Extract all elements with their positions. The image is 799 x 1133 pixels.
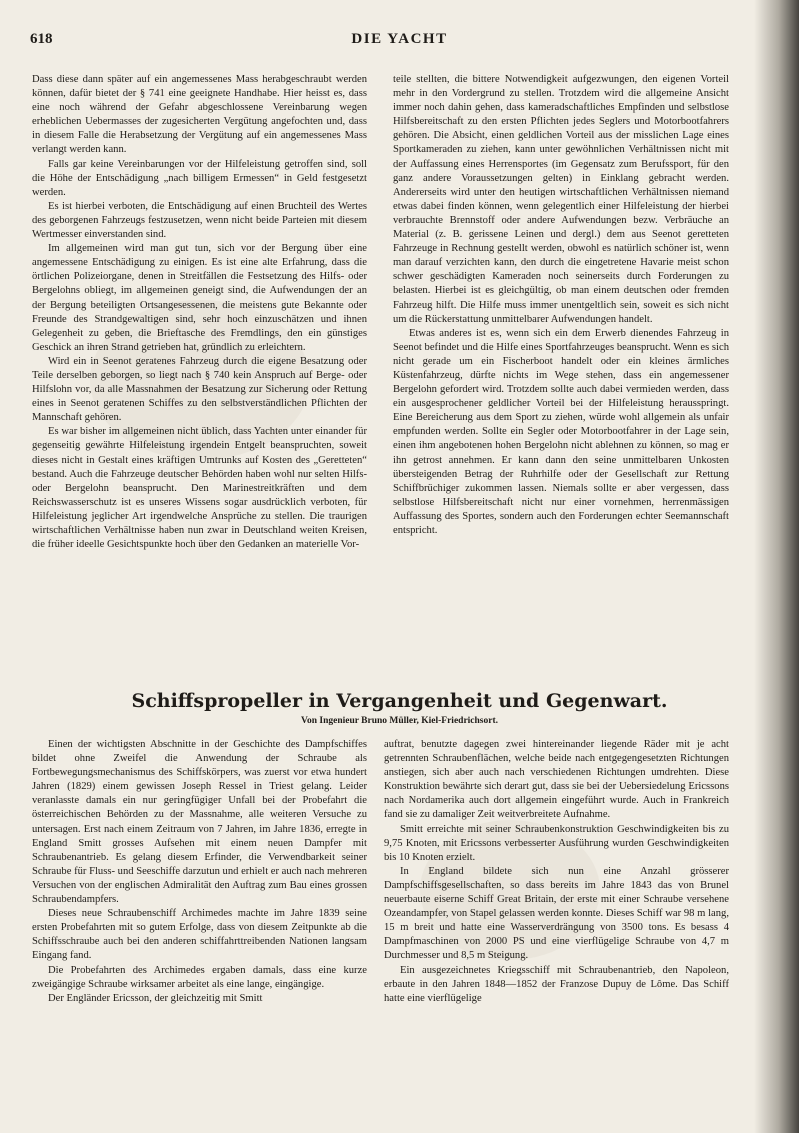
paragraph: Falls gar keine Vereinbarungen vor der Hilfeleistung getroffen sind, soll die Höhe der Entschädigung „nach billigem Ermessen“ in Geld festgesetzt werden. [32,158,367,198]
text-column-top-right [393,73,729,691]
text-column-top-left [32,73,367,673]
paragraph: teile stellten, die bittere Notwendigkeit aufgezwungen, den eigenen Vorteil mehr in den Vordergrund zu stellen. Trotzdem wird die allgemeine Ansicht immer noch dahin gehen, dass kameradschaftliches Empfinden und selbstlose Hilfsbereitschaft zu den ersten Pflichten jedes Seglers und Motorbootfahrers gehören. Die Absicht, einen geldlichen Vorteil aus der misslichen Lage eines Sportkameraden zu ziehen, kann unter gewöhnlichen Verhältnissen nicht mit der Auffassung eines Herrensportes (im Gegensatz zum Berufssport, für den ganz andere Voraussetzungen gelten) in Einklang gebracht werden. Andererseits wird unter den heutigen wirtschaftlichen Verhältnissen niemand etwas dabei finden können, wenn gelegentlich einer Hilfeleistung der hierbei verbrauchte Brennstoff oder andere Aufwendungen bezw. Verbräuche an Material (z. B. gerissene Leinen und dergl.) dem aus Seenot geretteten Fahrzeuge in Rechnung gestellt werden, obwohl es natürlich schöner ist, wenn man darauf verzichten kann, den durch die eingetretene Havarie meist schon schwer geschädigten Kameraden noch seinerseits durch Forderungen zu belasten. Hierbei ist es gleichgültig, ob man einem deutschen oder fremden Fahrzeug hilft. Die Hilfe muss immer unentgeltlich sein, soweit es sich nicht um die Rückerstattung unmittelbarer Aufwendungen handelt. [393,74,729,325]
running-head: DIE YACHT [351,31,448,47]
paragraph: Wird ein in Seenot geratenes Fahrzeug durch die eigene Besatzung oder Teile derselben geborgen, so liegt nach § 740 kein Anspruch auf Berge- oder Hilfslohn vor, da alle Massnahmen der Besatzung zur Sicherung oder Rettung eines in Seenot geratenen Schiffes zu den selbstverständlichen Pflichten der Mannschaft gehören. [32,355,367,424]
page-number: 618 [30,31,53,47]
paragraph: Im allgemeinen wird man gut tun, sich vor der Bergung über eine angemessene Entschädigung zu einigen. Es ist eine alte Erfahrung, dass die örtlichen Polizeiorgane, denen in Streitfällen die Festsetzung des Hilfs- oder Bergelohns obliegt, im allgemeinen geneigt sind, die Aufwendungen der an der Bergung beteiligten Ortsangesessenen, die meistens gute Bekannte oder Freunde des Strandgewaltigen sind, sehr hoch einzuschätzen und ihnen Gelegenheit zu geben, die Brieftasche des Fremdlings, den ein günstiges Geschick an ihren Strand getrieben hat, gründlich zu erleichtern. [32,243,367,353]
page-header [30,31,769,53]
text-column-bottom-left [32,738,367,1068]
paragraph: Dieses neue Schraubenschiff Archimedes machte im Jahre 1839 seine ersten Probefahrten mit so gutem Erfolge, dass von diesem Zeitpunkte ab die Schiffsschraube auch bei den anderen schiffahrttreibenden Nationen langsam Eingang fand. [32,908,367,962]
paragraph: In England bildete sich nun eine Anzahl grösserer Dampfschiffsgesellschaften, so dass bereits im Jahre 1843 das von Brunel neuerbaute eiserne Schiff Great Britain, der erste mit einer Schraube versehene Ozeandampfer, von Stapel gelassen werden konnte. Dieses Schiff war 98 m lang, 15 m breit und hatte eine Wasserverdrängung von 3500 tons. Es besass 4 Dampfmaschinen von 2000 PS und eine vierflügelige Schraube von 4,7 m Durchmesser und 8,5 m Steigung. [384,865,729,962]
paragraph: Es ist hierbei verboten, die Entschädigung auf einen Bruchteil des Wertes des geborgenen Fahrzeugs festzusetzen, wenn nicht beide Parteien mit diesem Wertmesser einverstanden sind. [32,200,367,241]
paragraph: Einen der wichtigsten Abschnitte in der Geschichte des Dampfschiffes bildet ohne Zweifel die Anwendung der Schraube als Fortbewegungsmechanismus des Schiffskörpers, was zuerst vor etwa hundert Jahren (1829) einem gewissen Joseph Ressel in Triest gelang. Leider veranlasste damals ein nur geringfügiger Unfall bei der Probefahrt die österreichischen Behörden zu der Massnahme, alle weiteren Versuche zu untersagen. Erst nach einem Zeitraum von 7 Jahren, im Jahre 1836, erregte in England Smitt grosses Aufsehen mit einem neuen Dampfer mit Schraubenantrieb. Es gelang diesem Erfinder, die Verwendbarkeit seiner Schraube für Fluss- und Seeschiffe darzutun und erhielt er auch nach mehreren Versuchen von der englischen Admiralität den Auftrag zum Bau eines grossen Schraubendampfers. [32,739,367,906]
article-title: Schiffspropeller in Vergangenheit und Gegenwart. [131,690,668,712]
paragraph: auftrat, benutzte dagegen zwei hintereinander liegende Räder mit je acht getrennten Schraubenflächen, welche beide nach entgegengesetzten Richtungen anstiegen, sich aber auch nach verschiedenen Richtungen umdrehten. Diese Konstruktion bewährte sich derart gut, dass sie bei der Uebersiedelung Ericssons nach Nordamerika auch dort allgemein eingeführt wurde. Auch in Frankreich fand sie zu damaliger Zeit weitverbreitete Aufnahme. [384,739,729,821]
paragraph: Etwas anderes ist es, wenn sich ein dem Erwerb dienendes Fahrzeug in Seenot befindet und die Hilfe eines Sportfahrzeuges beansprucht. Wenn es sich nicht gerade um ein Fischerboot handelt oder ein kleines ärmliches Küstenfahrzeug, dürfte nichts im Wege stehen, dass ein angemessener Bergelohn gefordert wird. Trotzdem sollte auch dabei vermieden werden, dass ein ausgesprochener geldlicher Vorteil bei der Hilfeleistung herausspringt. Eine Bereicherung aus dem Sport zu ziehen, würde wohl allgemein als unfair empfunden werden. Sollte ein Segler oder Motorbootfahrer in der Lage sein, einen ihm angebotenen hohen Bergelohn nicht ablehnen zu können, so mag er ihn getrost annehmen. Er kann dann den seine unmittelbaren Unkosten übersteigenden Betrag der Ruhrhilfe oder der Gesellschaft zur Rettung Schiffbrüchiger zukommen lassen. Niemals sollte er aber vergessen, dass selbstlose Hilfsbereitschaft nicht nur einer vornehmen, herrenmässigen Auffassung des Sportes, sondern auch den Forderungen echter Seemannschaft entspricht. [393,327,729,536]
paragraph: Smitt erreichte mit seiner Schraubenkonstruktion Geschwindigkeiten bis zu 9,75 Knoten, mit Ericssons verbesserter Ausführung wurden Geschwindigkeiten bis 10 Knoten erzielt. [384,823,729,863]
article-byline: Von Ingenieur Bruno Müller, Kiel-Friedrichsort. [300,716,499,726]
paragraph: Die Probefahrten des Archimedes ergaben damals, dass eine kurze zweigängige Schraube wirksamer arbeitet als eine lange, eingängige. [32,964,367,990]
paragraph: Es war bisher im allgemeinen nicht üblich, dass Yachten unter einander für gegenseitig gewährte Hilfeleistung irgendein Entgelt beanspruchten, soweit dieses nicht in Gestalt eines kräftigen Umtrunks auf Kosten des „Geretteten“ bestand. Auch die Fahrzeuge deutscher Behörden haben wohl nur selten Hilfs- oder Bergelohn beansprucht. Den Marinestreitkräften und dem Reichswasserschutz ist es unseres Wissens sogar ausdrücklich verboten, für Hilfeleistung jeglicher Art irgendwelche Ansprüche zu stellen. Die traurigen wirtschaftlichen Verhältnisse haben nun zwar in Deutschland weiten Kreisen, die früher ideelle Gesichtspunkte hoch über den Gedanken an materielle Vor- [32,426,367,551]
paragraph: Ein ausgezeichnetes Kriegsschiff mit Schraubenantrieb, den Napoleon, erbaute in den Jahren 1848—1852 der Franzose Dupuy de Lôme. Das Schiff hatte eine vierflügelige [384,964,729,1004]
text-column-bottom-right [384,738,729,1103]
paragraph: Dass diese dann später auf ein angemessenes Mass herabgeschraubt werden können, dafür bietet der § 741 eine geeignete Handhabe. Hier heisst es, dass eine noch während der Gefahr abgeschlossene Vereinbarung wegen erheblichen Uebermasses der zugesicherten Vergütung angefochten und, dass in diesem Falle die Herabsetzung der Vergütung auf ein angemessenes Mass verlangt werden kann. [32,74,367,156]
paragraph: Der Engländer Ericsson, der gleichzeitig mit Smitt [48,992,263,1004]
page-binding-shadow [754,0,799,1133]
